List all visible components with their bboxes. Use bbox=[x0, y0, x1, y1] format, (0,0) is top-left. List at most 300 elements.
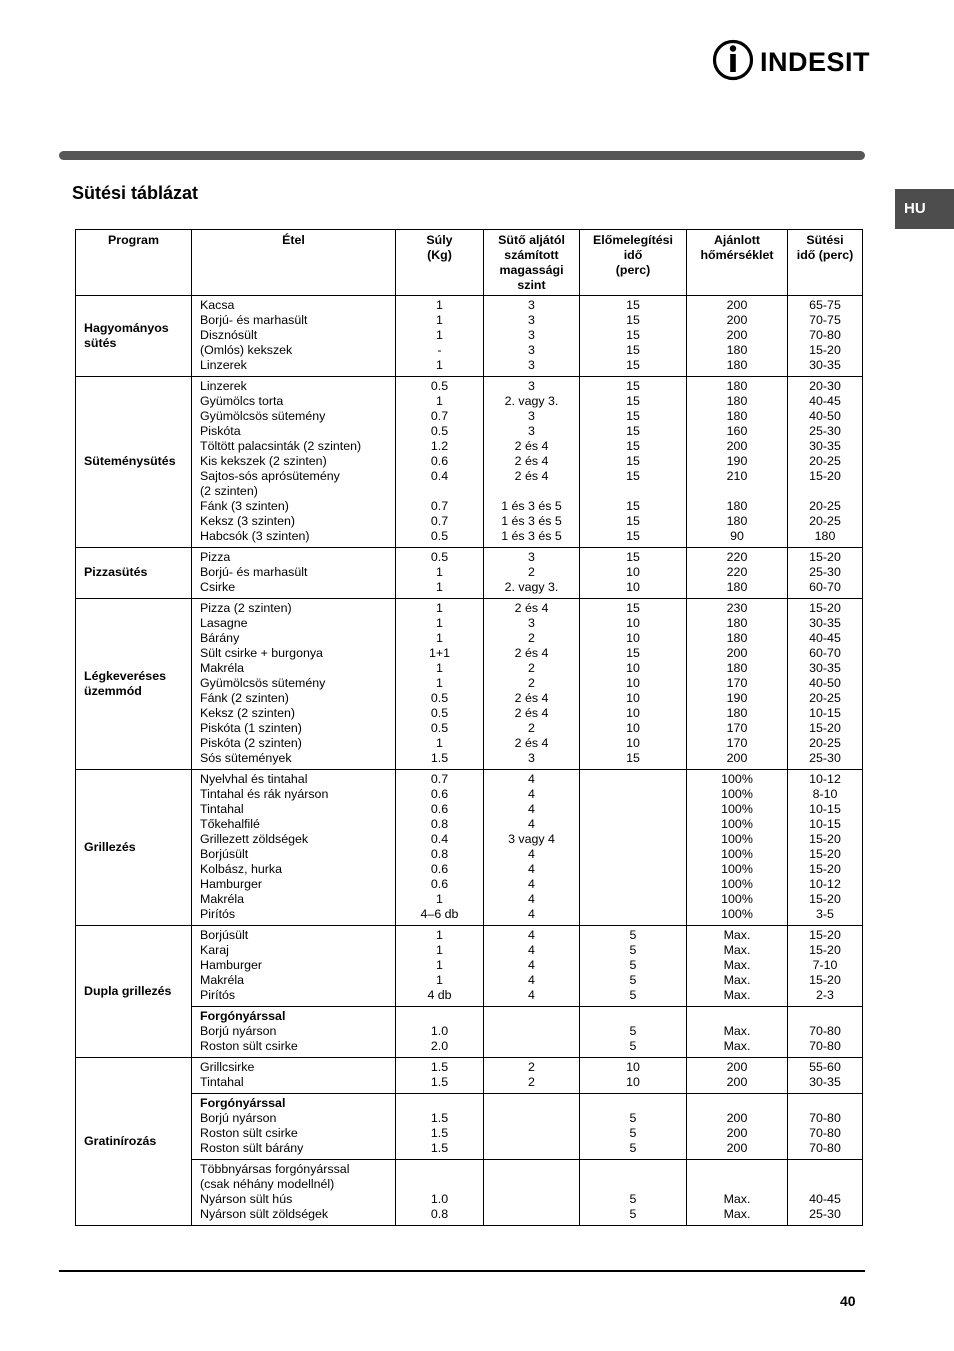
temperature-cell bbox=[687, 1160, 788, 1226]
preheat-cell-line bbox=[580, 862, 686, 877]
food-cell-line: Keksz (3 szinten) bbox=[200, 514, 296, 528]
food-cell-line: Töltött palacsinták (2 szinten) bbox=[200, 439, 362, 453]
food-cell-line: Tőkehalfilé bbox=[200, 817, 260, 831]
food-cell-line: Linzerek bbox=[200, 358, 247, 372]
program-cell bbox=[76, 1058, 192, 1226]
temperature-cell-line: 170 bbox=[726, 676, 748, 690]
food-cell-line: Fánk (2 szinten) bbox=[200, 691, 289, 705]
program-label: Légkeveréses bbox=[84, 668, 166, 683]
time-cell-line: 20-25 bbox=[809, 736, 841, 750]
weight-cell-line: 1 bbox=[436, 736, 443, 750]
weight-cell bbox=[396, 548, 484, 599]
weight-cell-line: 0.8 bbox=[430, 1207, 449, 1221]
header-level: Sütő aljától számított magassági szint bbox=[484, 230, 580, 296]
food-cell-line: Hamburger bbox=[200, 958, 262, 972]
temperature-cell-line: 170 bbox=[726, 736, 748, 750]
program-label: Pizzasütés bbox=[84, 565, 148, 579]
program-label: sütés bbox=[84, 335, 117, 350]
weight-cell-line: 1.5 bbox=[430, 1111, 449, 1125]
weight-cell-line: 4–6 db bbox=[420, 907, 459, 921]
food-cell-line: Makréla bbox=[200, 661, 245, 675]
temperature-cell-line: Max. bbox=[723, 1192, 751, 1206]
food-cell-line: Pizza (2 szinten) bbox=[200, 601, 292, 615]
preheat-cell-line: 5 bbox=[629, 1111, 637, 1125]
time-cell-line: 25-30 bbox=[809, 424, 841, 438]
level-cell bbox=[484, 1160, 580, 1226]
weight-cell bbox=[396, 770, 484, 926]
food-cell-line: Roston sült bárány bbox=[200, 1141, 304, 1155]
weight-cell-line: 1.5 bbox=[430, 1060, 449, 1074]
preheat-cell-line: 5 bbox=[629, 1039, 637, 1053]
table-row bbox=[76, 296, 863, 377]
header-food: Étel bbox=[192, 230, 396, 296]
time-cell-line: 40-45 bbox=[809, 394, 841, 408]
weight-cell-line: 1 bbox=[436, 616, 443, 630]
weight-cell-line: 1 bbox=[436, 298, 443, 312]
time-cell bbox=[788, 770, 863, 926]
level-cell-line: 4 bbox=[528, 817, 535, 831]
weight-cell bbox=[396, 1094, 484, 1160]
level-cell-line bbox=[484, 484, 579, 499]
time-cell-line: 10-15 bbox=[809, 802, 841, 816]
level-cell-line: 2 és 4 bbox=[514, 691, 549, 705]
weight-cell-line bbox=[396, 484, 483, 499]
temperature-cell-line: 180 bbox=[726, 409, 748, 423]
temperature-cell-line: 180 bbox=[726, 631, 748, 645]
preheat-cell-line: 15 bbox=[626, 298, 640, 312]
time-cell-line: 65-75 bbox=[809, 298, 841, 312]
weight-cell-line: 4 db bbox=[427, 988, 452, 1002]
level-cell-line: 2 bbox=[528, 1075, 535, 1089]
table-row bbox=[76, 770, 863, 926]
program-label: üzemmód bbox=[84, 683, 142, 698]
temperature-cell-line: Max. bbox=[723, 958, 751, 972]
level-cell bbox=[484, 377, 580, 548]
temperature-cell-line: 180 bbox=[726, 394, 748, 408]
program-label: Grillezés bbox=[84, 839, 136, 854]
preheat-cell bbox=[580, 1058, 687, 1094]
level-cell-line: 2 bbox=[528, 1060, 535, 1074]
time-cell-line bbox=[788, 484, 862, 499]
temperature-cell-line: 100% bbox=[721, 862, 753, 876]
preheat-cell bbox=[580, 770, 687, 926]
temperature-cell-line: 200 bbox=[726, 1111, 748, 1125]
preheat-cell-line: 10 bbox=[626, 616, 640, 630]
temperature-cell bbox=[687, 599, 788, 770]
temperature-cell-line: 180 bbox=[726, 616, 748, 630]
time-cell-line: 15-20 bbox=[809, 862, 841, 876]
weight-cell-line: 0.5 bbox=[430, 691, 449, 705]
preheat-cell-line: 10 bbox=[626, 736, 640, 750]
level-cell-line: 2 és 4 bbox=[514, 736, 549, 750]
temperature-cell-line: 230 bbox=[726, 601, 748, 615]
temperature-cell-line: 100% bbox=[721, 802, 753, 816]
level-cell-line: 4 bbox=[528, 943, 535, 957]
preheat-cell-line: 5 bbox=[629, 1192, 637, 1206]
preheat-cell-line: 15 bbox=[626, 424, 640, 438]
temperature-cell-line: 200 bbox=[726, 1060, 748, 1074]
temperature-cell-line: Max. bbox=[723, 1039, 751, 1053]
weight-cell-line: 1.0 bbox=[430, 1024, 449, 1038]
level-cell-line: 3 bbox=[528, 424, 535, 438]
time-cell-line: 20-25 bbox=[809, 691, 841, 705]
weight-cell-line: 1 bbox=[436, 661, 443, 675]
food-cell-line: Sós sütemények bbox=[200, 751, 292, 765]
preheat-cell-line: 10 bbox=[626, 706, 640, 720]
time-cell-line: 20-25 bbox=[809, 514, 841, 528]
preheat-cell-line bbox=[580, 892, 686, 907]
preheat-cell-line: 10 bbox=[626, 1075, 640, 1089]
program-label: Hagyományos bbox=[84, 320, 169, 335]
temperature-cell-line: Max. bbox=[723, 1024, 751, 1038]
subheading: Forgónyárssal bbox=[200, 1096, 286, 1110]
preheat-cell-line: 15 bbox=[626, 469, 640, 483]
temperature-cell-line: 170 bbox=[726, 721, 748, 735]
level-cell-line: 3 vagy 4 bbox=[508, 832, 555, 846]
temperature-cell-line: 90 bbox=[730, 529, 744, 543]
preheat-cell-line: 10 bbox=[626, 691, 640, 705]
header-preheat: Előmelegítési idő (perc) bbox=[580, 230, 687, 296]
food-cell-line: Tintahal bbox=[200, 1075, 244, 1089]
food-cell-line: Habcsók (3 szinten) bbox=[200, 529, 310, 543]
preheat-cell-line: 5 bbox=[629, 1024, 637, 1038]
time-cell-line: 40-50 bbox=[809, 676, 841, 690]
food-cell-line: Keksz (2 szinten) bbox=[200, 706, 296, 720]
time-cell-line: 10-12 bbox=[809, 772, 841, 786]
temperature-cell-line: 100% bbox=[721, 847, 753, 861]
weight-cell-line: 1 bbox=[436, 565, 443, 579]
level-cell-line: 2 és 4 bbox=[514, 706, 549, 720]
preheat-cell-line: 15 bbox=[626, 529, 640, 543]
food-cell bbox=[192, 1058, 396, 1094]
level-cell-line: 2 és 4 bbox=[514, 469, 549, 483]
program-cell bbox=[76, 296, 192, 377]
brand-text: INDESIT bbox=[760, 47, 871, 77]
weight-cell-line: 2.0 bbox=[430, 1039, 449, 1053]
food-cell-line: Fánk (3 szinten) bbox=[200, 499, 289, 513]
preheat-cell bbox=[580, 296, 687, 377]
time-cell-line: 20-25 bbox=[809, 454, 841, 468]
time-cell-line: 180 bbox=[814, 529, 836, 543]
food-cell bbox=[192, 1094, 396, 1160]
level-cell-line: 1 és 3 és 5 bbox=[501, 514, 562, 528]
food-cell-line: Grillezett zöldségek bbox=[200, 832, 309, 846]
food-cell-line: Nyárson sült hús bbox=[200, 1192, 293, 1206]
food-cell-line: Piskóta (1 szinten) bbox=[200, 721, 302, 735]
time-cell bbox=[788, 926, 863, 1007]
level-cell bbox=[484, 1094, 580, 1160]
time-cell-line: 15-20 bbox=[809, 832, 841, 846]
time-cell-line: 70-80 bbox=[809, 1111, 841, 1125]
preheat-cell-line: 10 bbox=[626, 661, 640, 675]
weight-cell-line: 1 bbox=[436, 580, 443, 594]
weight-cell-line: 1 bbox=[436, 973, 443, 987]
preheat-cell-line: 15 bbox=[626, 550, 640, 564]
weight-cell-line: 0.7 bbox=[430, 499, 449, 513]
weight-cell-line: 1 bbox=[436, 928, 443, 942]
time-cell bbox=[788, 1094, 863, 1160]
time-cell-line: 30-35 bbox=[809, 1075, 841, 1089]
food-cell-line: Nyelvhal és tintahal bbox=[200, 772, 308, 786]
weight-cell bbox=[396, 1160, 484, 1226]
level-cell bbox=[484, 926, 580, 1007]
time-cell-line: 15-20 bbox=[809, 469, 841, 483]
time-cell bbox=[788, 1007, 863, 1058]
food-cell bbox=[192, 377, 396, 548]
time-cell-line: 10-15 bbox=[809, 817, 841, 831]
food-cell-line: Borjúsült bbox=[200, 928, 249, 942]
preheat-cell-line: 10 bbox=[626, 721, 640, 735]
food-cell-line: Hamburger bbox=[200, 877, 262, 891]
weight-cell bbox=[396, 599, 484, 770]
time-cell-line: 60-70 bbox=[809, 580, 841, 594]
header-program: Program bbox=[76, 230, 192, 296]
preheat-cell-line bbox=[580, 907, 686, 922]
temperature-cell bbox=[687, 1094, 788, 1160]
temperature-cell bbox=[687, 770, 788, 926]
preheat-cell-line bbox=[580, 847, 686, 862]
preheat-cell bbox=[580, 1094, 687, 1160]
weight-cell-line: 1.2 bbox=[430, 439, 449, 453]
temperature-cell-line: 200 bbox=[726, 313, 748, 327]
blank-line bbox=[788, 1177, 862, 1192]
preheat-cell-line: 15 bbox=[626, 751, 640, 765]
food-cell-line: Gyümölcsös sütemény bbox=[200, 676, 326, 690]
time-cell-line: 20-30 bbox=[809, 379, 841, 393]
preheat-cell-line: 10 bbox=[626, 1060, 640, 1074]
weight-cell-line: 0.5 bbox=[430, 706, 449, 720]
temperature-cell-line: 180 bbox=[726, 379, 748, 393]
temperature-cell-line: 210 bbox=[726, 469, 748, 483]
weight-cell-line: 1 bbox=[436, 358, 443, 372]
preheat-cell-line: 15 bbox=[626, 646, 640, 660]
preheat-cell bbox=[580, 377, 687, 548]
food-cell-line: Kis kekszek (2 szinten) bbox=[200, 454, 327, 468]
level-cell-line: 4 bbox=[528, 988, 535, 1002]
food-cell-line: Roston sült csirke bbox=[200, 1126, 298, 1140]
temperature-cell-line: 180 bbox=[726, 706, 748, 720]
weight-cell-line: 1 bbox=[436, 328, 443, 342]
temperature-cell-line: Max. bbox=[723, 1207, 751, 1221]
time-cell-line: 30-35 bbox=[809, 616, 841, 630]
program-label: Dupla grillezés bbox=[84, 983, 172, 998]
food-cell-line: Makréla bbox=[200, 892, 245, 906]
temperature-cell bbox=[687, 548, 788, 599]
level-cell-line: 4 bbox=[528, 928, 535, 942]
time-cell bbox=[788, 296, 863, 377]
preheat-cell-line: 15 bbox=[626, 394, 640, 408]
program-cell bbox=[76, 377, 192, 548]
time-cell-line: 70-80 bbox=[809, 1141, 841, 1155]
preheat-cell-line: 15 bbox=[626, 499, 640, 513]
time-cell-line: 40-45 bbox=[809, 1192, 841, 1206]
time-cell bbox=[788, 599, 863, 770]
time-cell-line: 15-20 bbox=[809, 928, 841, 942]
preheat-cell bbox=[580, 1160, 687, 1226]
time-cell-line: 70-75 bbox=[809, 313, 841, 327]
header-weight: Súly (Kg) bbox=[396, 230, 484, 296]
temperature-cell-line: 200 bbox=[726, 1126, 748, 1140]
weight-cell-line: 0.5 bbox=[430, 721, 449, 735]
food-cell bbox=[192, 599, 396, 770]
preheat-cell-line bbox=[580, 484, 686, 499]
time-cell-line: 70-80 bbox=[809, 1126, 841, 1140]
food-cell-line: (2 szinten) bbox=[200, 484, 258, 498]
weight-cell-line: 1.5 bbox=[430, 751, 449, 765]
blank-line bbox=[788, 1009, 862, 1024]
cooking-table bbox=[75, 229, 863, 1226]
level-cell-line: 1 és 3 és 5 bbox=[501, 499, 562, 513]
weight-cell-line: 0.7 bbox=[430, 514, 449, 528]
food-cell bbox=[192, 1160, 396, 1226]
time-cell-line: 25-30 bbox=[809, 565, 841, 579]
food-cell bbox=[192, 296, 396, 377]
time-cell-line: 15-20 bbox=[809, 943, 841, 957]
time-cell-line: 15-20 bbox=[809, 721, 841, 735]
time-cell-line: 30-35 bbox=[809, 358, 841, 372]
blank-line bbox=[580, 1177, 686, 1192]
temperature-cell-line: 100% bbox=[721, 832, 753, 846]
time-cell-line: 25-30 bbox=[809, 751, 841, 765]
temperature-cell bbox=[687, 1007, 788, 1058]
preheat-cell-line bbox=[580, 772, 686, 787]
preheat-cell bbox=[580, 1007, 687, 1058]
level-cell-line: 3 bbox=[528, 343, 535, 357]
preheat-cell-line: 10 bbox=[626, 580, 640, 594]
food-cell-line: Gyümölcs torta bbox=[200, 394, 284, 408]
food-cell-line: Roston sült csirke bbox=[200, 1039, 298, 1053]
level-cell-line: 4 bbox=[528, 973, 535, 987]
blank-line bbox=[580, 1096, 686, 1111]
weight-cell-line: 1 bbox=[436, 676, 443, 690]
weight-cell bbox=[396, 296, 484, 377]
level-cell-line: 2 bbox=[528, 676, 535, 690]
preheat-cell-line: 15 bbox=[626, 409, 640, 423]
table-row bbox=[76, 548, 863, 599]
preheat-cell-line: 5 bbox=[629, 958, 637, 972]
level-cell-line: 2 és 4 bbox=[514, 454, 549, 468]
level-cell-line: 4 bbox=[528, 847, 535, 861]
weight-cell bbox=[396, 1058, 484, 1094]
time-cell-line: 15-20 bbox=[809, 343, 841, 357]
header-temperature: Ajánlott hőmérséklet bbox=[687, 230, 788, 296]
temperature-cell-line: 190 bbox=[726, 454, 748, 468]
blank-line bbox=[788, 1162, 862, 1177]
temperature-cell-line: 200 bbox=[726, 1075, 748, 1089]
preheat-cell-line bbox=[580, 832, 686, 847]
weight-cell-line: 0.6 bbox=[430, 862, 449, 876]
preheat-cell-line: 15 bbox=[626, 439, 640, 453]
level-cell-line: 1 és 3 és 5 bbox=[501, 529, 562, 543]
table-row bbox=[76, 926, 863, 1007]
food-cell-line: (Omlós) kekszek bbox=[200, 343, 293, 357]
time-cell-line: 25-30 bbox=[809, 1207, 841, 1221]
level-cell-line: 3 bbox=[528, 328, 535, 342]
time-cell-line: 15-20 bbox=[809, 892, 841, 906]
level-cell bbox=[484, 548, 580, 599]
blank-line bbox=[396, 1162, 483, 1177]
blank-line bbox=[687, 1096, 787, 1111]
weight-cell-line: 1+1 bbox=[428, 646, 451, 660]
weight-cell-line: 1.5 bbox=[430, 1141, 449, 1155]
temperature-cell-line: 200 bbox=[726, 328, 748, 342]
time-cell-line: 15-20 bbox=[809, 550, 841, 564]
level-cell-line: 3 bbox=[528, 550, 535, 564]
blank-line bbox=[580, 1162, 686, 1177]
preheat-cell-line: 10 bbox=[626, 565, 640, 579]
weight-cell bbox=[396, 926, 484, 1007]
table-row bbox=[76, 377, 863, 548]
level-cell-line: 4 bbox=[528, 772, 535, 786]
level-cell-line: 2 bbox=[528, 565, 535, 579]
level-cell-line: 3 bbox=[528, 751, 535, 765]
food-cell-line: Sajtos-sós aprósütemény bbox=[200, 469, 340, 483]
time-cell-line: 55-60 bbox=[809, 1060, 841, 1074]
preheat-cell-line bbox=[580, 787, 686, 802]
level-cell-line: 2 és 4 bbox=[514, 646, 549, 660]
temperature-cell-line: 220 bbox=[726, 565, 748, 579]
level-cell-line: 2 bbox=[528, 721, 535, 735]
time-cell bbox=[788, 548, 863, 599]
weight-cell-line: 0.6 bbox=[430, 454, 449, 468]
time-cell-line: 20-25 bbox=[809, 499, 841, 513]
preheat-cell-line: 15 bbox=[626, 454, 640, 468]
time-cell-line: 30-35 bbox=[809, 439, 841, 453]
level-cell-line: 2 és 4 bbox=[514, 439, 549, 453]
food-cell-line: Disznósült bbox=[200, 328, 258, 342]
level-cell-line: 3 bbox=[528, 313, 535, 327]
table-row bbox=[76, 599, 863, 770]
blank-line bbox=[396, 1009, 483, 1024]
temperature-cell-line: 180 bbox=[726, 343, 748, 357]
food-cell-line: Borjú- és marhasült bbox=[200, 565, 308, 579]
preheat-cell-line: 15 bbox=[626, 514, 640, 528]
time-cell bbox=[788, 1160, 863, 1226]
level-cell-line: 4 bbox=[528, 958, 535, 972]
temperature-cell-line: 180 bbox=[726, 580, 748, 594]
program-label: Gratinírozás bbox=[84, 1133, 157, 1148]
temperature-cell bbox=[687, 296, 788, 377]
weight-cell-line: 1 bbox=[436, 601, 443, 615]
level-cell-line: 3 bbox=[528, 298, 535, 312]
food-cell-line: Kacsa bbox=[200, 298, 235, 312]
table-header-row bbox=[76, 230, 863, 296]
weight-cell-line: 0.7 bbox=[430, 772, 449, 786]
temperature-cell-line: 100% bbox=[721, 892, 753, 906]
level-cell bbox=[484, 1058, 580, 1094]
food-cell-line: Kolbász, hurka bbox=[200, 862, 282, 876]
food-cell bbox=[192, 770, 396, 926]
preheat-cell bbox=[580, 926, 687, 1007]
time-cell-line: 10-15 bbox=[809, 706, 841, 720]
temperature-cell-line: 200 bbox=[726, 751, 748, 765]
weight-cell-line: 0.7 bbox=[430, 409, 449, 423]
level-cell-line: 4 bbox=[528, 862, 535, 876]
food-cell-line: Grillcsirke bbox=[200, 1060, 255, 1074]
time-cell-line: 2-3 bbox=[816, 988, 834, 1002]
level-cell bbox=[484, 1007, 580, 1058]
indesit-logo bbox=[712, 38, 872, 82]
weight-cell-line: 1.5 bbox=[430, 1075, 449, 1089]
temperature-cell-line: 100% bbox=[721, 772, 753, 786]
temperature-cell-line: Max. bbox=[723, 973, 751, 987]
blank-line bbox=[396, 1096, 483, 1111]
food-cell-line: Karaj bbox=[200, 943, 229, 957]
time-cell-line: 15-20 bbox=[809, 601, 841, 615]
temperature-cell-line: 100% bbox=[721, 817, 753, 831]
level-cell-line: 4 bbox=[528, 787, 535, 801]
level-cell-line: 2 bbox=[528, 661, 535, 675]
